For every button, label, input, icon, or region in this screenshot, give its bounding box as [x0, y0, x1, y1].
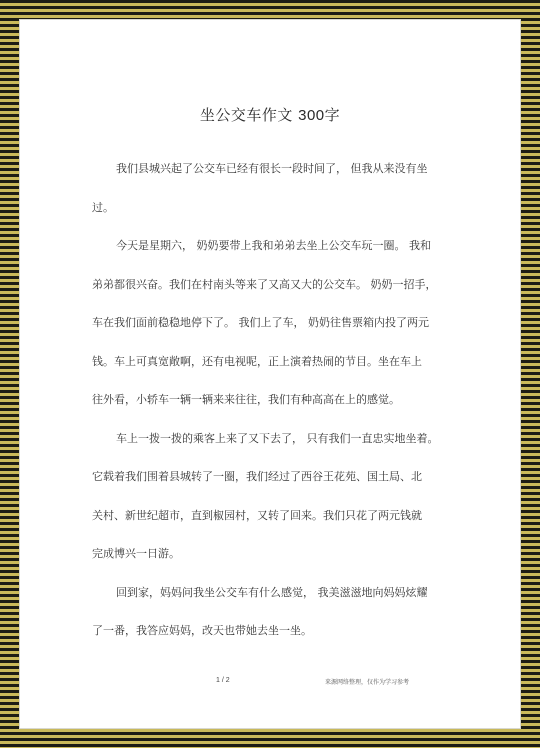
essay-line: 过。 — [92, 200, 114, 214]
essay-body — [92, 150, 444, 651]
essay-line: 回到家，妈妈问我坐公交车有什么感觉， 我美滋滋地向妈妈炫耀 — [116, 585, 428, 599]
essay-line: 它载着我们围着县城转了一圈，我们经过了西谷王花苑、国土局、北 — [92, 470, 422, 483]
essay-line: 今天是星期六， 奶奶要带上我和弟弟去坐上公交车玩一圈。 我和 — [116, 239, 431, 252]
title-text: 坐公交车作文 — [199, 106, 293, 124]
essay-line: 关村、新世纪超市，直到椒园村，又转了回来。我们只花了两元钱就 — [92, 508, 422, 522]
essay-line: 往外看，小轿车一辆一辆来来往往，我们有种高高在上的感觉。 — [92, 393, 400, 406]
essay-line: 弟弟都很兴奋。我们在村南头等来了又高又大的公交车。 奶奶一招手， — [92, 277, 437, 291]
source-note: 来源网络整理，仅作为学习参考 — [325, 679, 410, 686]
essay-line: 钱。车上可真宽敞啊，还有电视呢，正上演着热闹的节目。坐在车上 — [92, 354, 422, 368]
essay-line: 完成博兴一日游。 — [92, 547, 180, 560]
essay-line: 我们县城兴起了公交车已经有很长一段时间了， 但我从来没有坐 — [116, 162, 428, 175]
essay-line: 车上一拨一拨的乘客上来了又下去了， 只有我们一直忠实地坐着。 — [116, 431, 439, 445]
essay-line: 了一番，我答应妈妈，改天也带她去坐一坐。 — [92, 624, 312, 637]
document-page — [20, 20, 520, 728]
page-number: 1 / 2 — [216, 677, 230, 684]
essay-line: 车在我们面前稳稳地停下了。 我们上了车， 奶奶往售票箱内投了两元 — [92, 316, 429, 329]
document-title — [20, 104, 520, 125]
title-number: 300字 — [298, 107, 341, 124]
